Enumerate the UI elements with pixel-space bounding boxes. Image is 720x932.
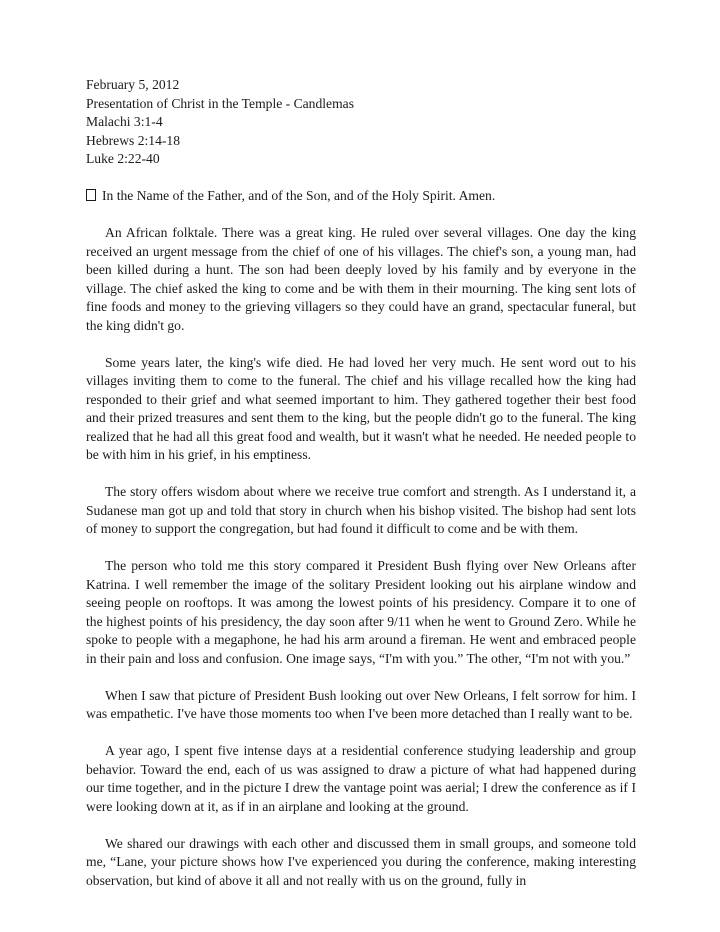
body-paragraph-7: We shared our drawings with each other and discussed them in small groups, and someone told me, “Lane, your picture shows how I've experienced you during the conference, making interesting observation, but kind of above it all and not really with us on the ground, fully in: [86, 835, 636, 888]
reading-epistle: Hebrews 2:14-18: [86, 132, 181, 148]
reading-gospel: Luke 2:22-40: [86, 151, 160, 166]
body-paragraph-3: The story offers wisdom about where we receive true comfort and strength. As I understand it, a Sudanese man got up and told that story in church when his bishop visited. The bishop had sent lots of money to support the congregation, but had found it difficult to come and be with them.: [86, 484, 636, 536]
invocation-text: In the Name of the Father, and of the Son, and of the Holy Spirit. Amen.: [102, 188, 496, 203]
invocation-line: [86, 187, 636, 206]
body-paragraph-4: The person who told me this story compared it President Bush flying over New Orleans after Katrina. I well remember the image of the solitary President looking out his airplane window and seeing people on rooftops. It was among the lowest points of his presidency. Compare it to one of the highest points of his presidency, the day soon after 9/11 when he went to Ground Zero. While he spoke to people with a megaphone, he had his arm around a fireman. He went and embraced people in their pain and loss and confusion. One image says, “I'm with you.” The other, “I'm not with you.”: [86, 558, 636, 666]
sermon-page: [86, 76, 636, 890]
sermon-date: February 5, 2012: [86, 77, 180, 92]
sermon-occasion: Presentation of Christ in the Temple - Candlemas: [86, 95, 354, 111]
cross-symbol-icon: [86, 189, 96, 201]
body-paragraph-2: Some years later, the king's wife died. He had loved her very much. He sent word out to his villages inviting them to come to the funeral. The chief and his village recalled how the king had responded to their grief and what seemed important to him. They gathered together their best food and their prized treasures and sent them to the king, but the people didn't go to the funeral. The king realized that he had all this great food and wealth, but it wasn't what he needed. He needed people to be with him in his grief, in his emptiness.: [86, 354, 636, 462]
body-paragraph-6: A year ago, I spent five intense days at a residential conference studying leadership and group behavior. Toward the end, each of us was assigned to draw a picture of what had happened during our time together, and in the picture I drew the vantage point was aerial; I drew the conference as if I were looking down at it, as if in an airplane and looking at the ground.: [86, 743, 636, 814]
sermon-header: [86, 76, 636, 169]
body-paragraph-5: When I saw that picture of President Bush looking out over New Orleans, I felt sorrow for him. I was empathetic. I've have those moments too when I've been more detached than I really want to be.: [86, 687, 636, 721]
reading-old-testament: Malachi 3:1-4: [86, 114, 163, 129]
body-paragraph-1: An African folktale. There was a great king. He ruled over several villages. One day the king received an urgent message from the chief of one of his villages. The chief's son, a young man, had been killed during a hunt. The son had been deeply loved by his family and by everyone in the village. The chief asked the king to come and be with them in their mourning. The king sent lots of fine foods and money to the grieving villagers so they could have an grand, spectacular funeral, but the king didn't go.: [86, 225, 636, 333]
